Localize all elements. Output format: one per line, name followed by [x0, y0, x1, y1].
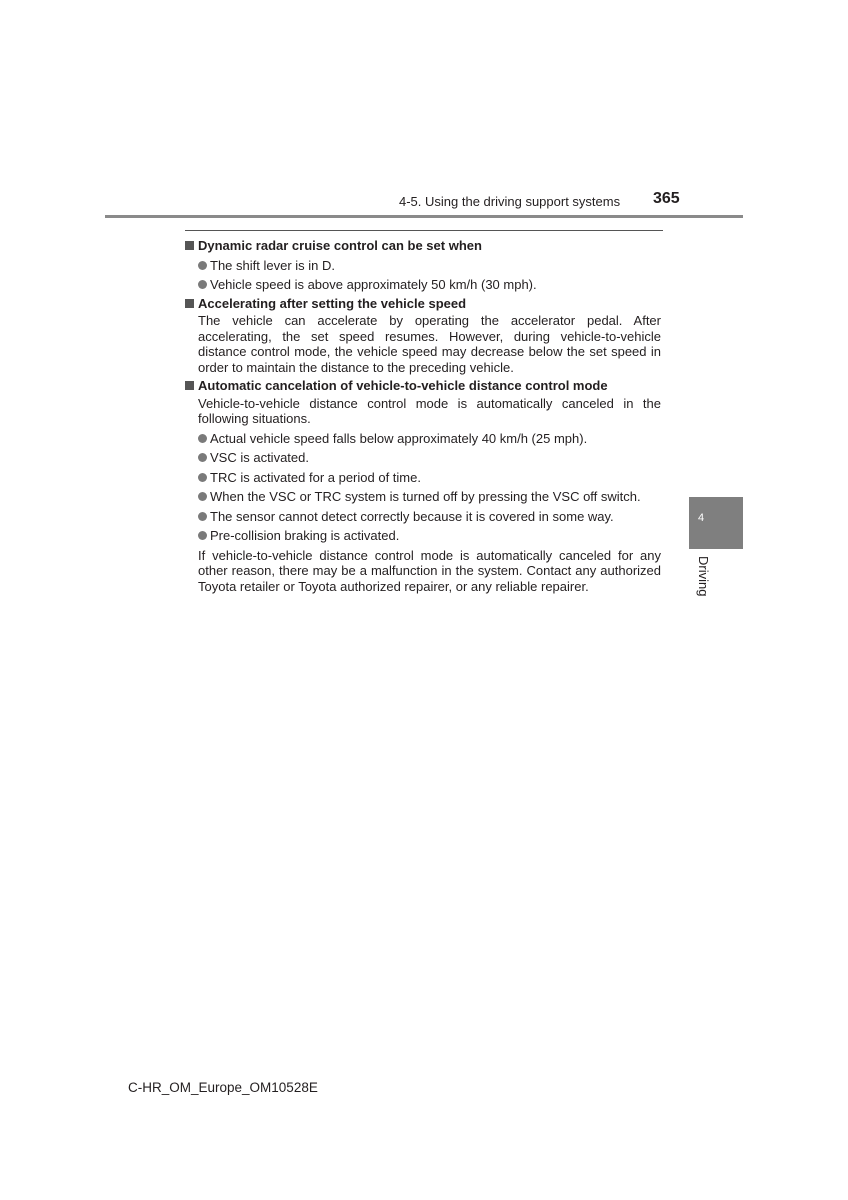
section-title: 4-5. Using the driving support systems — [399, 194, 621, 209]
list-item-text: Actual vehicle speed falls below approximately 40 km/h (25 mph). — [210, 430, 588, 446]
section-heading — [185, 378, 661, 394]
list-item — [198, 509, 661, 525]
list-item — [198, 431, 661, 447]
paragraph: The vehicle can accelerate by operating the accelerator pedal. After accelerating, the set speed resumes. However, during vehicle-to-vehicle distance control mode, the vehicle speed may decrease below the set speed in order to maintain the distance to the preceding vehicle. — [198, 313, 661, 375]
list-item-text: TRC is activated for a period of time. — [210, 469, 421, 485]
page-content — [185, 235, 661, 596]
list-item — [198, 489, 661, 505]
section-heading-text: Dynamic radar cruise control can be set when — [198, 238, 482, 253]
list-item-text: The sensor cannot detect correctly because it is covered in some way. — [210, 508, 614, 524]
section-heading — [185, 238, 661, 254]
circle-bullet-icon — [198, 434, 207, 443]
square-bullet-icon — [185, 299, 194, 308]
square-bullet-icon — [185, 381, 194, 390]
document-code: C-HR_OM_Europe_OM10528E — [128, 1080, 318, 1095]
header-rule — [105, 215, 743, 218]
circle-bullet-icon — [198, 453, 207, 462]
content-rule — [185, 230, 663, 231]
section-heading-text: Automatic cancelation of vehicle-to-vehicle distance control mode — [198, 378, 608, 393]
page-number: 365 — [653, 190, 680, 207]
circle-bullet-icon — [198, 280, 207, 289]
paragraph: Vehicle-to-vehicle distance control mode is automatically canceled in the following situations. — [198, 395, 661, 426]
circle-bullet-icon — [198, 492, 207, 501]
list-item — [198, 470, 661, 486]
list-item-text: The shift lever is in D. — [210, 257, 335, 273]
paragraph: If vehicle-to-vehicle distance control mode is automatically canceled for any other reason, there may be a malfunction in the system. Contact any authorized Toyota retailer or Toyota authorized repairer, or any reliable repairer. — [198, 547, 661, 594]
section-heading-text: Accelerating after setting the vehicle speed — [198, 295, 467, 311]
circle-bullet-icon — [198, 512, 207, 521]
circle-bullet-icon — [198, 473, 207, 482]
list-item-text: VSC is activated. — [210, 450, 309, 465]
list-item-text: When the VSC or TRC system is turned off by pressing the VSC off switch. — [210, 489, 641, 504]
list-item — [198, 258, 661, 274]
circle-bullet-icon — [198, 531, 207, 540]
chapter-number: 4 — [698, 512, 705, 524]
list-item — [198, 450, 661, 466]
square-bullet-icon — [185, 241, 194, 250]
section-heading — [185, 296, 661, 312]
list-item-text: Vehicle speed is above approximately 50 km/h (30 mph). — [210, 277, 537, 292]
circle-bullet-icon — [198, 261, 207, 270]
chapter-label: Driving — [696, 556, 711, 597]
list-item — [198, 277, 661, 293]
list-item-text: Pre-collision braking is activated. — [210, 528, 400, 543]
list-item — [198, 528, 661, 544]
